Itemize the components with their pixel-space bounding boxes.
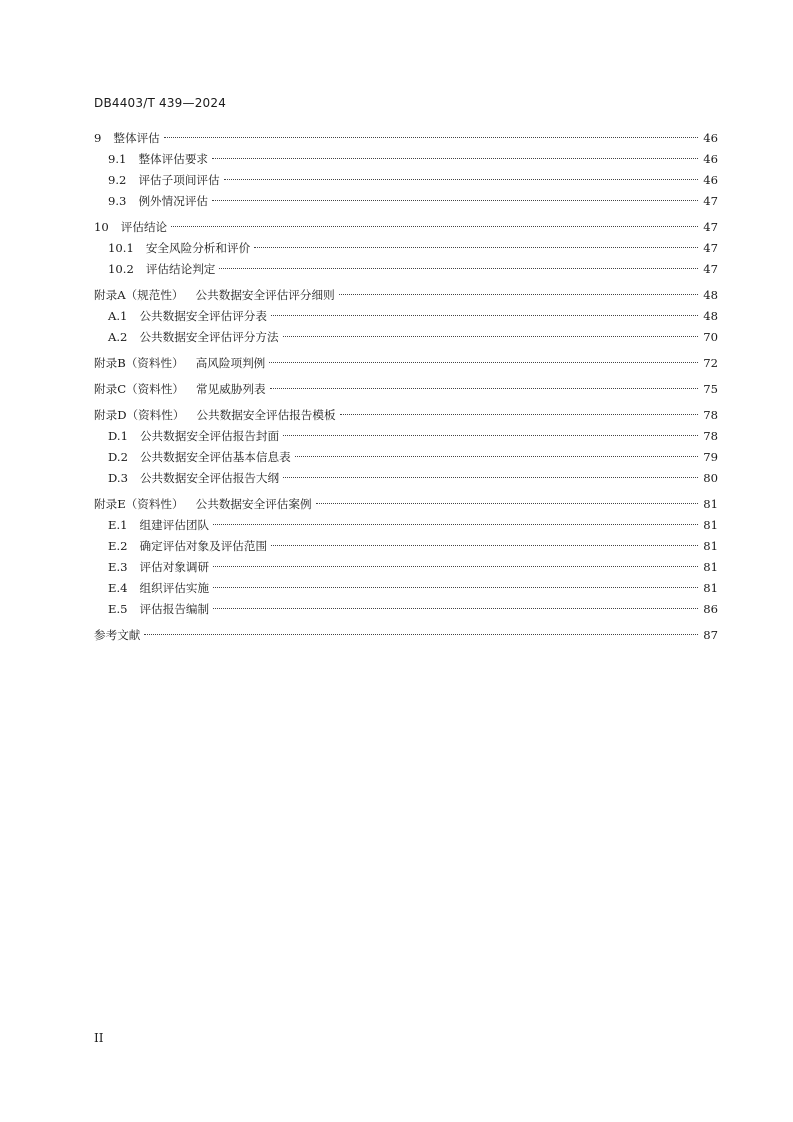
toc-entry[interactable]	[94, 468, 718, 489]
toc-entry-number: 9.2	[108, 173, 127, 187]
toc-entry-number: 附录D（资料性）	[94, 408, 185, 422]
toc-entry-title: 评估结论判定	[145, 262, 216, 276]
toc-entry-page: 48	[703, 288, 718, 302]
toc-dot-leader	[270, 388, 698, 389]
toc-entry-page: 81	[703, 539, 718, 553]
toc-entry[interactable]	[94, 191, 718, 212]
toc-entry-page: 46	[703, 173, 718, 187]
toc-entry-number: 附录B（资料性）	[94, 356, 184, 370]
toc-entry-title: 整体评估要求	[138, 152, 209, 166]
toc-entry[interactable]	[94, 353, 718, 374]
toc-entry[interactable]	[94, 599, 718, 620]
toc-dot-leader	[283, 336, 698, 337]
toc-entry[interactable]	[94, 578, 718, 599]
table-of-contents	[94, 128, 718, 646]
toc-entry[interactable]	[94, 379, 718, 400]
toc-dot-leader	[283, 477, 698, 478]
toc-entry-page: 70	[703, 330, 718, 344]
toc-dot-leader	[339, 294, 698, 295]
toc-entry-page: 81	[703, 497, 718, 511]
toc-dot-leader	[164, 137, 698, 138]
toc-entry-page: 81	[703, 518, 718, 532]
toc-entry-number: A.1	[108, 309, 128, 323]
toc-entry-number: 9	[94, 131, 102, 145]
toc-dot-leader	[254, 247, 698, 248]
toc-entry-title: 公共数据安全评估评分方法	[139, 330, 279, 344]
toc-entry-page: 47	[703, 194, 718, 208]
toc-dot-leader	[212, 158, 698, 159]
toc-entry-title: 安全风险分析和评价	[145, 241, 251, 255]
toc-entry[interactable]	[94, 625, 718, 646]
toc-entry-page: 86	[703, 602, 718, 616]
toc-entry-number: 附录A（规范性）	[94, 288, 184, 302]
toc-entry[interactable]	[94, 426, 718, 447]
toc-entry-title: 公共数据安全评估报告模板	[196, 408, 336, 422]
toc-entry-title: 评估报告编制	[139, 602, 210, 616]
toc-dot-leader	[171, 226, 698, 227]
toc-entry-title: 整体评估	[113, 131, 160, 145]
toc-dot-leader	[295, 456, 698, 457]
toc-entry-page: 81	[703, 560, 718, 574]
toc-entry[interactable]	[94, 259, 718, 280]
toc-entry-page: 48	[703, 309, 718, 323]
toc-entry-page: 79	[703, 450, 718, 464]
toc-entry-page: 78	[703, 408, 718, 422]
toc-entry-title: 评估对象调研	[139, 560, 210, 574]
toc-entry[interactable]	[94, 557, 718, 578]
toc-dot-leader	[213, 587, 698, 588]
toc-entry-title: 评估结论	[120, 220, 168, 234]
toc-entry-page: 80	[703, 471, 718, 485]
toc-entry-title: 公共数据安全评估案例	[195, 497, 312, 511]
toc-entry[interactable]	[94, 536, 718, 557]
toc-entry-number: E.3	[108, 560, 128, 574]
toc-entry-number: 9.1	[108, 152, 127, 166]
toc-entry-page: 72	[703, 356, 718, 370]
toc-dot-leader	[212, 200, 698, 201]
toc-entry-page: 47	[703, 262, 718, 276]
toc-entry-number: 10.2	[108, 262, 134, 276]
toc-entry-page: 78	[703, 429, 718, 443]
toc-dot-leader	[213, 524, 698, 525]
toc-entry-title: 高风险项判例	[195, 356, 266, 370]
toc-entry-title: 组建评估团队	[139, 518, 210, 532]
toc-entry-page: 87	[703, 628, 718, 642]
page-number: II	[94, 1031, 104, 1045]
toc-entry-title: 公共数据安全评估评分细则	[195, 288, 335, 302]
document-id: DB4403/T 439—2024	[94, 96, 227, 110]
toc-entry-number: E.2	[108, 539, 128, 553]
toc-entry[interactable]	[94, 494, 718, 515]
toc-dot-leader	[224, 179, 698, 180]
toc-entry[interactable]	[94, 515, 718, 536]
toc-dot-leader	[144, 634, 698, 635]
toc-dot-leader	[213, 566, 698, 567]
toc-entry-title: 常见威胁列表	[196, 382, 266, 396]
toc-entry-page: 75	[703, 382, 718, 396]
toc-entry[interactable]	[94, 327, 718, 348]
toc-entry-title: 例外情况评估	[138, 194, 209, 208]
toc-dot-leader	[271, 545, 698, 546]
toc-dot-leader	[213, 608, 698, 609]
toc-entry-title: 公共数据安全评估报告大纲	[139, 471, 280, 485]
toc-entry-number: D.1	[108, 429, 128, 443]
toc-entry-page: 81	[703, 581, 718, 595]
toc-entry[interactable]	[94, 285, 718, 306]
toc-dot-leader	[269, 362, 698, 363]
toc-entry-page: 46	[703, 131, 718, 145]
toc-entry[interactable]	[94, 128, 718, 149]
toc-entry-title: 参考文献	[94, 628, 141, 642]
toc-entry-number: D.2	[108, 450, 128, 464]
toc-entry-number: E.4	[108, 581, 128, 595]
toc-dot-leader	[340, 414, 698, 415]
toc-entry[interactable]	[94, 170, 718, 191]
toc-entry[interactable]	[94, 149, 718, 170]
toc-entry-number: E.1	[108, 518, 128, 532]
toc-entry-title: 公共数据安全评估报告封面	[139, 429, 280, 443]
toc-entry-number: 附录E（资料性）	[94, 497, 184, 511]
toc-entry-number: 附录C（资料性）	[94, 382, 185, 396]
toc-entry-title: 组织评估实施	[139, 581, 210, 595]
toc-entry-title: 评估子项间评估	[138, 173, 220, 187]
toc-dot-leader	[219, 268, 698, 269]
toc-entry[interactable]	[94, 306, 718, 327]
toc-entry[interactable]	[94, 238, 718, 259]
toc-entry-page: 47	[703, 220, 718, 234]
toc-entry-title: 确定评估对象及评估范围	[139, 539, 268, 553]
toc-entry-number: E.5	[108, 602, 128, 616]
toc-dot-leader	[316, 503, 698, 504]
toc-entry-page: 46	[703, 152, 718, 166]
toc-entry-number: D.3	[108, 471, 128, 485]
toc-entry-number: 10.1	[108, 241, 134, 255]
toc-dot-leader	[283, 435, 698, 436]
toc-entry[interactable]	[94, 405, 718, 426]
toc-entry-number: 10	[94, 220, 109, 234]
toc-entry-number: 9.3	[108, 194, 127, 208]
toc-dot-leader	[271, 315, 698, 316]
toc-entry-title: 公共数据安全评估基本信息表	[139, 450, 291, 464]
toc-entry[interactable]	[94, 217, 718, 238]
toc-entry-number: A.2	[108, 330, 128, 344]
toc-entry-title: 公共数据安全评估评分表	[139, 309, 267, 323]
toc-entry-page: 47	[703, 241, 718, 255]
toc-entry[interactable]	[94, 447, 718, 468]
